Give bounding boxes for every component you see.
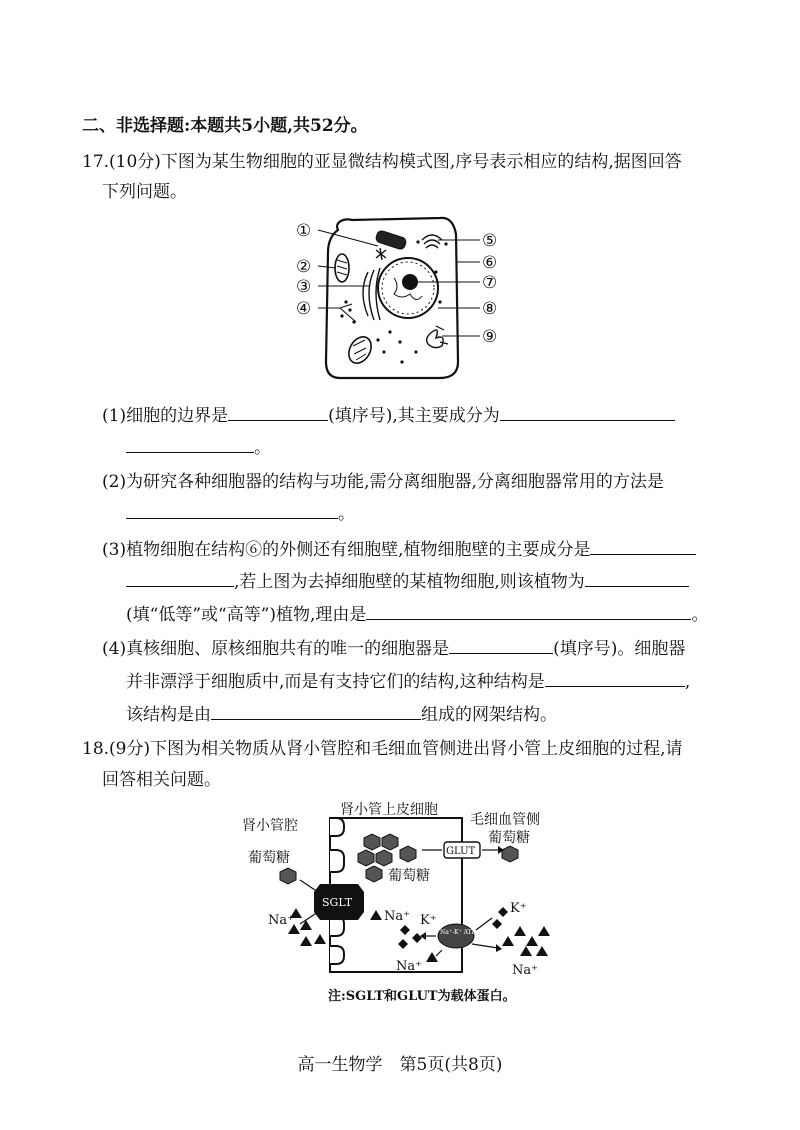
glucose-right-label: 葡萄糖 <box>488 830 530 846</box>
label-3: ③ <box>296 277 312 297</box>
glucose-left-label: 葡萄糖 <box>248 850 290 866</box>
na-mid-label: Na⁺ <box>384 909 410 924</box>
q17-part1-line1: (1)细胞的边界是 (填序号),其主要成分为 <box>102 404 675 428</box>
q17-part3-line2: ,若上图为去掉细胞壁的某植物细胞,则该植物为 <box>126 570 689 594</box>
capillary-label: 毛细血管侧 <box>470 812 540 828</box>
answer-blank[interactable] <box>126 502 338 519</box>
cell-structure-diagram <box>290 212 510 387</box>
label-5: ⑤ <box>482 231 498 251</box>
q17-part4-line2: 并非漂浮于细胞质中,而是有支持它们的结构,这种结构是 , <box>126 672 691 692</box>
answer-blank[interactable] <box>211 703 421 720</box>
q17-stem-line1: 17.(10分)下图为某生物细胞的亚显微结构模式图,序号表示相应的结构,据图回答 <box>82 152 682 172</box>
label-9: ⑨ <box>482 327 498 347</box>
q17-part3-line1: (3)植物细胞在结构⑥的外侧还有细胞壁,植物细胞壁的主要成分是 <box>102 538 696 562</box>
q17-part1-line2: 。 <box>126 436 271 460</box>
lumen-label: 肾小管腔 <box>242 818 298 834</box>
answer-blank[interactable] <box>126 436 254 453</box>
q18-stem-line2: 回答相关问题。 <box>102 770 221 790</box>
label-2: ② <box>296 257 312 277</box>
q18-stem-line1: 18.(9分)下图为相关物质从肾小管腔和毛细血管侧进出肾小管上皮细胞的过程,请 <box>82 739 683 759</box>
q17-part4-line1: (4)真核细胞、原核细胞共有的唯一的细胞器是 (填序号)。细胞器 <box>102 639 686 659</box>
q17-stem-line2: 下列问题。 <box>102 182 187 202</box>
q17-part3-line3: (填“低等”或“高等”)植物,理由是 。 <box>126 605 709 625</box>
k-left-label: K⁺ <box>420 913 437 928</box>
cell-label: 肾小管上皮细胞 <box>340 802 438 818</box>
k-right-label: K⁺ <box>510 901 527 916</box>
answer-blank[interactable] <box>366 603 691 620</box>
label-8: ⑧ <box>482 299 498 319</box>
answer-blank[interactable] <box>449 637 553 654</box>
label-7: ⑦ <box>482 273 498 293</box>
q17-part2-line1: (2)为研究各种细胞器的结构与功能,需分离细胞器,分离细胞器常用的方法是 <box>102 472 664 492</box>
na-bottom-label: Na⁺ <box>396 959 422 974</box>
page-footer: 高一生物学 第5页(共8页) <box>297 1055 503 1075</box>
answer-blank[interactable] <box>228 404 328 421</box>
glut-label: GLUT <box>446 846 476 857</box>
q17-part2-line2: 。 <box>126 502 355 526</box>
answer-blank[interactable] <box>126 570 234 587</box>
endoplasmic-reticulum <box>363 268 380 320</box>
golgi <box>422 235 442 248</box>
answer-blank[interactable] <box>590 538 696 555</box>
na-right-label: Na⁺ <box>512 963 538 978</box>
answer-blank[interactable] <box>545 670 685 687</box>
glucose-mid-label: 葡萄糖 <box>388 868 430 884</box>
kidney-transport-diagram <box>240 800 570 1010</box>
label-4: ④ <box>296 299 312 319</box>
label-6: ⑥ <box>482 253 498 273</box>
section-heading: 二、非选择题:本题共5小题,共52分。 <box>82 116 368 136</box>
sglt-label: SGLT <box>322 896 353 909</box>
answer-blank[interactable] <box>500 404 675 421</box>
q17-part4-line3: 该结构是由 组成的网架结构。 <box>126 705 557 725</box>
answer-blank[interactable] <box>585 570 689 587</box>
pump-label: Na⁺-K⁺ ATP酶 <box>440 929 482 936</box>
label-1: ① <box>296 221 312 241</box>
na-left-label: Na⁺ <box>268 913 294 928</box>
figure-note: 注:SGLT和GLUT为载体蛋白。 <box>328 989 516 1004</box>
